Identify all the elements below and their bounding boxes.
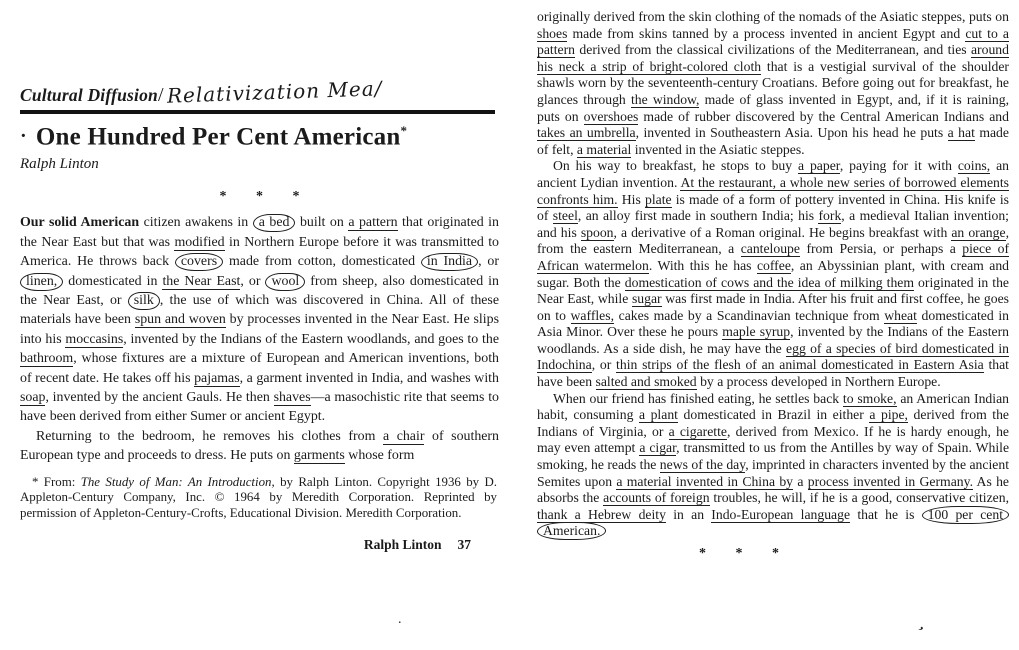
text-run: , or [591,357,617,373]
article-title-text: One Hundred Per Cent American [35,123,401,151]
text-run: Our solid American [20,215,140,231]
text-run: , whose fixtures are a mixture of European and American inventions, both of recent date. He takes off his [20,351,499,386]
underlined-phrase: spun and woven [134,312,226,328]
underlined-phrase: garments [293,448,345,464]
text-run: of southern European type and proceeds to dress. He puts on [20,428,499,464]
text-run: made from cotton, domesticated [223,254,421,270]
underlined-phrase: a hat [947,125,975,141]
paragraph [537,158,1009,390]
underlined-phrase: thin strips of the flesh of an animal domesticated in Eastern Asia [616,357,984,373]
right-column [513,0,1019,650]
footnote-marker: * [400,123,408,138]
underlined-phrase: moccasins [65,331,124,347]
chapter-header [20,76,499,108]
underlined-phrase: plate [644,191,672,207]
text-run: an ancient Lydian invention. [537,158,1009,190]
underlined-phrase: coins, [957,158,991,174]
text-run: in an [665,506,712,522]
underlined-phrase: process invented in Germany. [807,473,973,489]
text-run: , transmitted to us from the Antilles by way of Spain. While smoking, he reads the [537,440,1010,473]
text-run: The Study of Man: An Introduction, [80,474,275,489]
text-run: that originated in the Near East but that was [20,215,499,250]
underlined-phrase: accounts of foreign [603,490,710,506]
underlined-phrase: a material invented in China by [616,473,794,489]
underlined-phrase: around his neck a strip of bright-colored cloth [537,42,1009,74]
text-run: , a medieval Italian invention; and his [537,208,1009,240]
text-run: is made of a form of pottery invented in China. His knife is of [537,191,1010,224]
text-run: originally derived from the skin clothing of the nomads of the Asiatic steppes, puts on [537,9,1009,24]
text-run: a [793,473,808,489]
underlined-phrase: a cigar [639,440,677,456]
paragraph [20,213,499,426]
asterisk-separator: * * * [699,546,779,561]
text-run: , invented in Southeastern Asia. Upon his head he puts [635,125,948,141]
text-run: that have been [537,357,1009,390]
text-run: built on [295,215,349,231]
footer-author: Ralph Linton [363,537,442,553]
text-run: , invented by the ancient Gauls. He then [45,389,274,405]
text-run: On his way to breakfast, he stops to buy [553,158,798,174]
text-run: that is a vestigial survival of the shoulder shawls worn by the seventeenth-century Croatians. Before going out for breakfast, he glances through [537,58,1009,107]
handwritten-slash: / [158,84,164,106]
underlined-phrase: shoes [537,25,568,41]
article-title [20,123,499,151]
text-run: , an Abyssinian plant, with cream and sugar. Both the [537,257,1010,290]
underlined-phrase: sugar [631,291,662,307]
underlined-phrase: wheat [884,307,917,323]
chapter-label: Cultural Diffusion [20,85,158,105]
text-run: made of felt, [537,125,1009,157]
handwritten-annotation: Relativization Mea/ [166,76,383,108]
circled-phrase: in India [421,253,478,271]
underlined-phrase: thank a Hebrew deity [537,506,666,522]
text-run: an American Indian habit, consuming [537,390,1009,423]
underlined-phrase: At the restaurant, a whole new series of borrowed elements confronts him. [537,174,1009,207]
text-run: made of rubber discovered by the Central American Indians and [638,108,1009,124]
underlined-phrase: takes an umbrella [537,125,636,141]
paragraph [20,427,499,466]
text-run: made from skins tanned by a process invented in ancient Egypt and [567,25,966,41]
circled-phrase: silk [128,292,160,310]
underlined-phrase: waffles, [570,307,615,323]
underlined-phrase: news of the day [659,457,746,473]
text-run: His [617,191,645,207]
text-run: from sheep, also domesticated in the Near East, or [20,273,499,308]
underlined-phrase: the Near East [162,273,241,289]
underlined-phrase: egg of a species of bird domesticated in Indochina [537,340,1010,373]
underlined-phrase: salted and smoked [595,374,697,390]
source-footnote [20,475,499,522]
underlined-phrase: domestication of cows and the idea of milking them [624,274,915,290]
byline: Ralph Linton [20,156,99,173]
underlined-phrase: a paper [798,158,840,174]
text-run: , the use of which was discovered in China. All of these materials have been [20,292,500,328]
text-run: , a derivative of a Roman original. He begins breakfast with [613,224,952,240]
text-run: , a garment invented in India, and washes with [239,370,499,386]
text-run: derived from the Indians of Virginia, or [537,407,1009,439]
text-run: originated in the Near East, while [537,274,1009,307]
underlined-phrase: a material [576,141,632,157]
text-run: was first made in India. After his fruit and first coffee, he goes on to [537,291,1009,323]
underlined-phrase: coffee [756,257,791,273]
circled-phrase: 100 per cent American. [537,506,1009,541]
text-run: , from the eastern Mediterranean, a [537,224,1009,257]
paragraph [537,391,1009,540]
circled-phrase: a bed [253,214,296,232]
underlined-phrase: pajamas [194,370,240,386]
text-run: from Persia, or perhaps a [799,241,963,257]
text-run: domesticated in [63,273,163,289]
underlined-phrase: soap [20,389,46,405]
text-run: troubles, he will, if he is a good, conservative citizen, [709,490,1009,506]
underlined-phrase: a pattern [348,215,398,231]
text-run: , invented by the Indians of the Eastern woodlands, and goes to the [123,331,499,347]
text-run: cakes made by a Scandinavian technique from [614,307,885,323]
text-run: , paying for it with [839,158,958,174]
text-run: , derived from Mexico. If he is hardy enough, he may even attempt [537,423,1009,456]
underlined-phrase: maple syrup [722,324,791,340]
underlined-phrase: piece of African watermelon [537,241,1009,273]
text-run: . With this he has [648,257,757,273]
underlined-phrase: steel [552,208,578,224]
text-run: whose form [344,448,415,464]
paragraph [537,9,1009,158]
scan-artifact-mark: ’ [912,624,926,639]
text-run: made of glass invented in Egypt, and, if it is raining, puts on [537,91,1010,124]
underlined-phrase: the window, [630,91,700,107]
text-run: , or [240,273,266,289]
header-rule [20,110,495,114]
text-run: domesticated in Brazil in either [677,407,870,423]
asterisk-separator: * * * [219,189,300,205]
circled-phrase: covers [175,253,223,271]
text-run: , invented by the Indians of the Eastern woodlands. As a side dish, he may have the [537,324,1009,356]
underlined-phrase: modified [174,234,225,250]
page-footer [20,537,499,553]
text-run: by Ralph Linton. Copyright 1936 by D. Appleton-Century Company, Inc. © 1964 by Meredith Corporation. Reprinted by permission of Appleton-Century-Crofts, Educational Division. Meredith Corporation. [20,474,497,520]
text-run: derived from the classical civilizations of the Mediterranean, and ties [575,42,971,58]
scan-artifact-dot: . [398,612,402,627]
circled-phrase: linen, [20,273,63,291]
underlined-phrase: canteloupe [740,241,800,257]
underlined-phrase: an orange [951,224,1006,240]
underlined-phrase: overshoes [583,108,639,124]
text-run: —a masochistic rite that seems to have been derived from either Sumer or ancient Egypt. [20,389,500,425]
text-run: citizen awakens in [139,215,253,231]
text-run: invented in the Asiatic steppes. [631,141,805,157]
underlined-phrase: shaves [273,389,311,405]
text-run: Returning to the bedroom, he removes his clothes from [36,428,383,444]
text-run: , imprinted in characters invented by the ancient Semites upon [537,457,1009,489]
underlined-phrase: a chair [382,428,425,444]
text-run: When our friend has finished eating, he settles back [553,390,843,406]
text-run: by processes invented in the Near East. He slips into his [20,312,499,347]
text-run: by a process developed in Northern Europe. [696,374,941,390]
underlined-phrase: a plant [638,407,678,423]
underlined-phrase: fork [818,208,842,224]
text-run: , an alloy first made in southern India; his [577,208,819,224]
underlined-phrase: bathroom [20,351,74,367]
title-bullet: · [20,125,27,148]
text-run: , or [478,254,499,270]
text-run: that he is [850,506,922,522]
underlined-phrase: a pipe, [869,407,908,423]
page-number: 37 [457,537,471,553]
text-run: in Northern Europe before it was transmitted to America. He throws back [20,234,499,270]
underlined-phrase: a cigarette [668,423,727,439]
circled-phrase: wool [265,273,305,291]
text-run: * From: [32,474,81,489]
text-run: domesticated in Asia Minor. Over these he pours [537,307,1009,340]
text-run: As he absorbs the [537,473,1010,506]
underlined-phrase: cut to a pattern [537,25,1009,58]
underlined-phrase: to smoke, [842,390,897,406]
underlined-phrase: Indo-European language [711,506,851,522]
underlined-phrase: spoon [580,224,614,240]
